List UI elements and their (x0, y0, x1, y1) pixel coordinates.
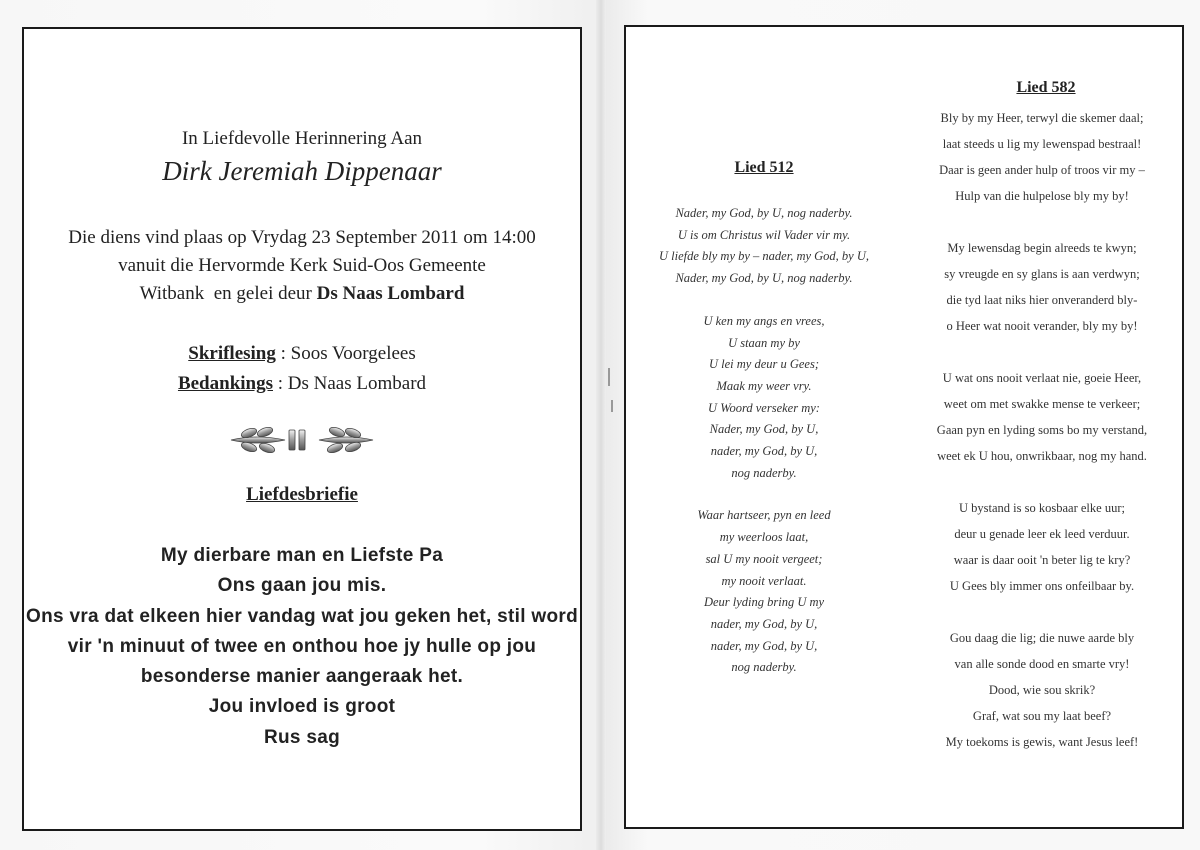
hymn-582-lyrics (906, 105, 1178, 781)
service-line: vanuit die Hervormde Kerk Suid-Oos Gemeente (118, 255, 486, 276)
fold-mark (608, 368, 610, 386)
deceased-name: Dirk Jeremiah Dippenaar (162, 156, 442, 186)
right-page-border (624, 25, 1184, 829)
lyric-line: U wat ons nooit verlaat nie, goeie Heer, (942, 371, 1142, 385)
love-letter-line: Rus sag (263, 726, 340, 748)
minister-name: Ds Naas Lombard (316, 283, 465, 304)
hymn-stanza (906, 495, 1178, 599)
lyric-line: my nooit verlaat. (721, 573, 807, 588)
hymn-stanza (906, 625, 1178, 755)
lyric-line: sy vreugde en sy glans is aan verdwyn; (944, 267, 1140, 281)
lyric-line: sal U my nooit vergeet; (705, 551, 823, 566)
lyric-line: Graf, wat sou my laat beef? (972, 709, 1112, 723)
lyric-line: Daar is geen ander hulp of troos vir my – (939, 163, 1145, 177)
lyric-line: Bly by my Heer, terwyl die skemer daal; (940, 111, 1144, 125)
love-letter-line: besonderse manier aangeraak het. (140, 666, 464, 688)
service-line-prefix: Witbank en gelei deur (139, 283, 317, 304)
lyric-line: o Heer wat nooit verander, bly my by! (946, 319, 1138, 333)
lyric-line: deur u genade leer ek leed verduur. (954, 527, 1130, 541)
hymn-stanza (626, 311, 902, 485)
lyric-line: U liefde bly my by – nader, my God, by U, (658, 249, 870, 264)
fold-mark (611, 400, 613, 412)
lyric-line: My toekoms is gewis, want Jesus leef! (945, 735, 1139, 749)
lyric-line: weet om met swakke mense te verkeer; (943, 397, 1141, 411)
laurel-ornament-icon (24, 422, 580, 463)
hymn-stanza (626, 505, 902, 679)
hymn-stanza (906, 235, 1178, 339)
lyric-line: nog naderby. (731, 660, 797, 675)
program-details (24, 339, 580, 399)
love-letter-body (24, 541, 580, 753)
service-line: Die diens vind plaas op Vrydag 23 September 2011 om 14:00 (68, 227, 536, 248)
love-letter-line: Ons vra dat elkeen hier vandag wat jou geken het, stil word (26, 605, 578, 627)
lyric-line: My lewensdag begin alreeds te kwyn; (947, 241, 1137, 255)
lyric-line: Nader, my God, by U, (709, 422, 819, 437)
love-letter-line: vir 'n minuut of twee en onthou hoe jy hulle op jou (67, 635, 537, 657)
lyric-line: Nader, my God, by U, nog naderby. (675, 271, 853, 286)
lyric-line: Waar hartseer, pyn en leed (697, 508, 831, 523)
lyric-line: Gaan pyn en lyding soms bo my verstand, (936, 423, 1148, 437)
lyric-line: van alle sonde dood en smarte vry! (954, 657, 1130, 671)
lyric-line: Maak my weer vry. (716, 378, 812, 393)
lyric-line: U staan my by (728, 335, 800, 350)
lyric-line: waar is daar ooit 'n beter lig te kry? (953, 553, 1131, 567)
memorial-intro: In Liefdevolle Herinnering Aan (181, 128, 423, 149)
love-letter-line: Ons gaan jou mis. (217, 575, 387, 597)
hymn-512-lyrics (626, 203, 902, 700)
lyric-line: nader, my God, by U, (710, 616, 818, 631)
service-line (24, 280, 580, 308)
lyric-line: Gou daag die lig; die nuwe aarde bly (949, 631, 1135, 645)
lyric-line: Dood, wie sou skrik? (988, 683, 1096, 697)
lyric-line: nader, my God, by U, (710, 638, 818, 653)
lyric-line: Nader, my God, by U, nog naderby. (675, 206, 853, 220)
lyric-line: U bystand is so kosbaar elke uur; (959, 501, 1125, 515)
love-letter-line: My dierbare man en Liefste Pa (160, 545, 444, 566)
lyric-line: my weerloos laat, (719, 530, 809, 545)
hymn-stanza (906, 105, 1178, 209)
lyric-line: nader, my God, by U, (710, 444, 818, 459)
lyric-line: Hulp van die hulpelose bly my by! (955, 189, 1129, 203)
lyric-line: U Gees bly immer ons onfeilbaar by. (949, 579, 1135, 593)
lyric-line: die tyd laat niks hier onveranderd bly- (946, 293, 1138, 307)
lyric-line: laat steeds u lig my lewenspad bestraal! (942, 137, 1142, 151)
reading-value: : Soos Voorgelees (275, 343, 416, 364)
lyric-line: U ken my angs en vrees, (703, 313, 825, 328)
lyric-line: U Woord verseker my: (708, 400, 820, 415)
service-details (24, 224, 580, 308)
hymn-stanza (906, 365, 1178, 469)
lyric-line: U lei my deur u Gees; (708, 357, 820, 372)
lyric-line: Deur lyding bring U my (703, 595, 825, 610)
thanks-value: : Ds Naas Lombard (273, 373, 427, 394)
page-fold (596, 0, 606, 850)
left-page-border (22, 27, 582, 831)
hymn-582-title: Lied 582 (1016, 79, 1076, 96)
lyric-line: weet ek U hou, onwrikbaar, nog my hand. (937, 449, 1147, 463)
reading-row (24, 339, 580, 369)
hymn-512-title: Lied 512 (734, 159, 794, 176)
lyric-line: nog naderby. (731, 465, 797, 480)
thanks-label: Bedankings (177, 373, 273, 394)
reading-label: Skriflesing (188, 343, 276, 364)
love-letter-line: Jou invloed is groot (208, 696, 396, 718)
love-letter-title: Liefdesbriefie (246, 484, 358, 505)
lyric-line: U is om Christus wil Vader vir my. (677, 227, 851, 242)
thanks-row (24, 369, 580, 399)
hymn-stanza (626, 203, 902, 290)
